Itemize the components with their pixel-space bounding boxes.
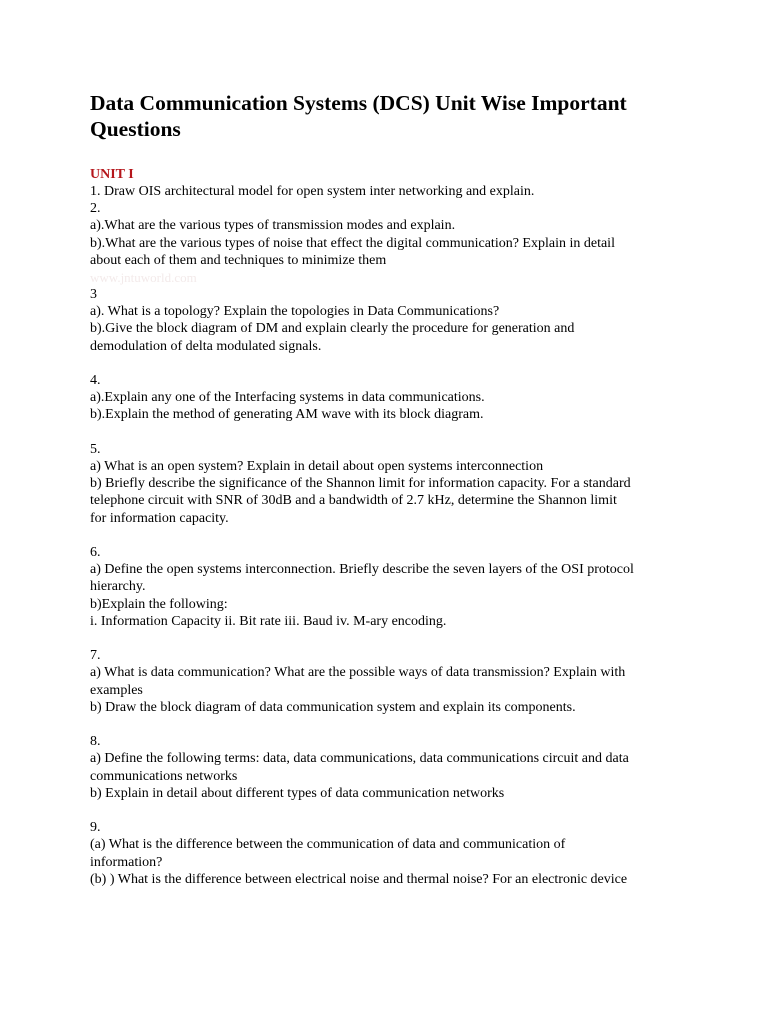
- question-line: examples: [90, 682, 143, 698]
- question-line: a) Define the following terms: data, data communications, data communications circuit and data: [90, 751, 629, 767]
- question-line: b) Briefly describe the significance of the Shannon limit for information capacity. For a standard: [90, 476, 631, 492]
- question-line: a) What is data communication? What are the possible ways of data transmission? Explain with: [90, 665, 626, 681]
- question-line: 8.: [90, 734, 101, 750]
- question-block-5: [90, 441, 688, 527]
- question-block-1-2: [90, 183, 688, 269]
- question-block-4: [90, 372, 688, 424]
- question-line: demodulation of delta modulated signals.: [90, 338, 322, 354]
- question-line: a).What are the various types of transmission modes and explain.: [90, 218, 456, 234]
- question-line: about each of them and techniques to minimize them: [90, 252, 387, 268]
- question-line: hierarchy.: [90, 579, 146, 595]
- spacer: [90, 527, 688, 544]
- question-block-6: [90, 544, 688, 630]
- question-line: information?: [90, 854, 163, 870]
- question-line: 3: [90, 287, 97, 303]
- question-line: i. Information Capacity ii. Bit rate iii. Baud iv. M-ary encoding.: [90, 613, 447, 629]
- question-block-8: [90, 733, 688, 802]
- question-line: b).Give the block diagram of DM and explain clearly the procedure for generation and: [90, 321, 575, 337]
- question-line: 7.: [90, 648, 101, 664]
- question-line: 2.: [90, 201, 101, 217]
- spacer: [90, 355, 688, 372]
- spacer: [90, 716, 688, 733]
- document-title-line2: Questions: [90, 117, 181, 141]
- question-line: a) Define the open systems interconnection. Briefly describe the seven layers of the OSI protocol: [90, 562, 634, 578]
- question-line: communications networks: [90, 768, 238, 784]
- watermark-text: www.jntuworld.com: [90, 270, 197, 286]
- question-block-9: [90, 819, 688, 888]
- document-title: [90, 90, 688, 142]
- question-line: b) Explain in detail about different types of data communication networks: [90, 785, 505, 801]
- spacer: [90, 630, 688, 647]
- question-block-3: [90, 286, 688, 355]
- question-line: 4.: [90, 373, 101, 389]
- question-line: b).What are the various types of noise that effect the digital communication? Explain in detail: [90, 235, 615, 251]
- question-line: a).Explain any one of the Interfacing systems in data communications.: [90, 390, 485, 406]
- question-line: 1. Draw OIS architectural model for open system inter networking and explain.: [90, 184, 535, 199]
- document-title-line1: Data Communication Systems (DCS) Unit Wise Important: [90, 91, 627, 115]
- question-line: b) Draw the block diagram of data communication system and explain its components.: [90, 699, 576, 715]
- question-line: (a) What is the difference between the communication of data and communication of: [90, 837, 566, 853]
- spacer: [90, 424, 688, 441]
- question-line: telephone circuit with SNR of 30dB and a bandwidth of 2.7 kHz, determine the Shannon limit: [90, 493, 617, 509]
- question-line: 9.: [90, 820, 101, 836]
- question-block-7: [90, 647, 688, 716]
- question-line: for information capacity.: [90, 510, 229, 526]
- question-line: a) What is an open system? Explain in detail about open systems interconnection: [90, 459, 544, 475]
- question-line: b)Explain the following:: [90, 596, 228, 612]
- question-line: 6.: [90, 545, 101, 561]
- unit-heading: UNIT I: [90, 167, 134, 182]
- question-line: a). What is a topology? Explain the topologies in Data Communications?: [90, 304, 500, 320]
- question-line: 5.: [90, 441, 101, 457]
- question-line: b).Explain the method of generating AM wave with its block diagram.: [90, 407, 484, 423]
- question-line: (b) ) What is the difference between electrical noise and thermal noise? For an electronic device: [90, 871, 628, 887]
- spacer: [90, 802, 688, 819]
